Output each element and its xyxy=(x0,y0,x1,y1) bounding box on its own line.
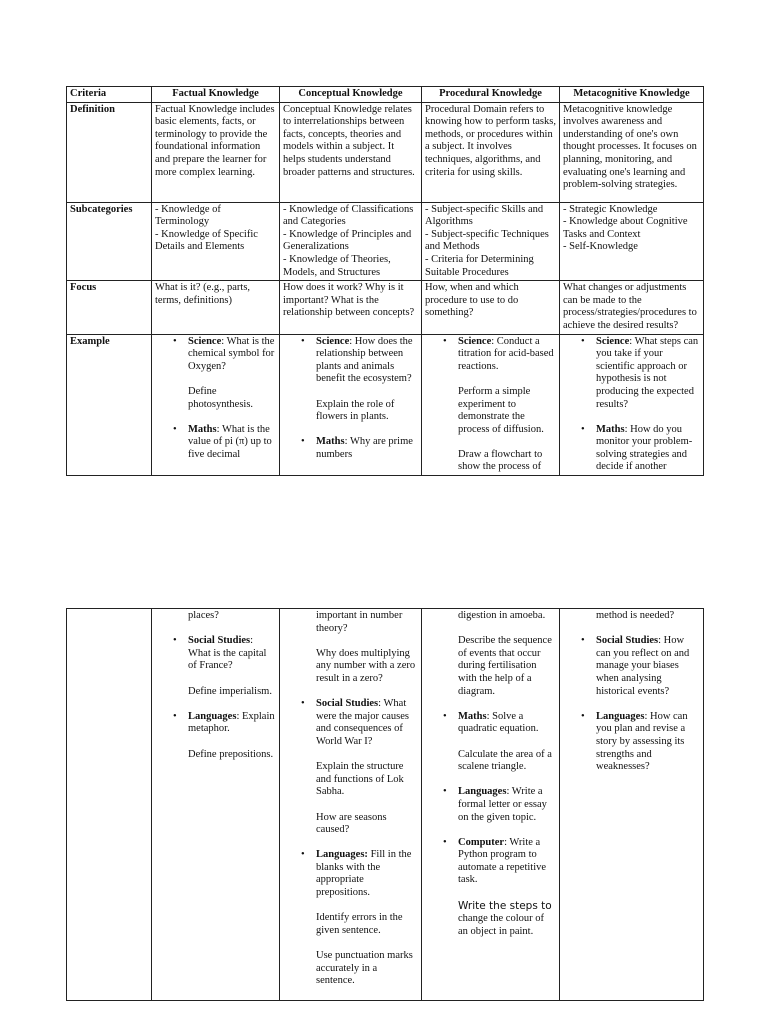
definition-conceptual: Conceptual Knowledge relates to interrelationships between facts, concepts, theories and models within a subject. It helps students understand broader patterns and structures. xyxy=(280,102,422,202)
list-item: method is needed? xyxy=(596,610,675,621)
subcategories-metacognitive xyxy=(560,202,704,281)
subcategories-row xyxy=(67,202,704,281)
example-label: Example xyxy=(67,334,152,475)
header-procedural: Procedural Knowledge xyxy=(422,87,560,103)
header-criteria: Criteria xyxy=(67,87,152,103)
list-item: • Maths: What is the value of pi (π) up to five decimal xyxy=(188,424,276,462)
example-factual-part-1 xyxy=(152,334,280,475)
list-item: • Computer: Write a Python program to automate a repetitive task. Write the steps to change the colour of an object in paint. xyxy=(458,837,556,939)
list-item: • Science: What steps can you take if your scientific approach or hypothesis is not producing the expected results? xyxy=(596,336,700,424)
header-metacognitive: Metacognitive Knowledge xyxy=(560,87,704,103)
list-item: digestion in amoeba. Describe the sequence of events that occur during fertilisation with the help of a diagram. xyxy=(458,610,552,697)
list-item: • Maths: Solve a quadratic equation. Calculate the area of a scalene triangle. xyxy=(458,711,556,787)
list-item: • Languages: How can you plan and revise a story by assessing its strengths and weaknesses? xyxy=(596,711,700,774)
list-item: • Maths: How do you monitor your problem-solving strategies and decide if another xyxy=(596,424,700,474)
list-item: • Science: How does the relationship between plants and animals benefit the ecosystem? Explain the role of flowers in plants. xyxy=(316,336,418,437)
example-procedural-part-1 xyxy=(422,334,560,475)
subcategories-procedural xyxy=(422,202,560,281)
subcategory-item: - Knowledge of Theories, Models, and Structures xyxy=(283,253,391,278)
knowledge-table-part-1 xyxy=(66,86,704,476)
subcategory-item: - Subject-specific Techniques and Methods xyxy=(425,228,549,253)
definition-label: Definition xyxy=(67,102,152,202)
list-item: • Languages: Explain metaphor. Define prepositions. xyxy=(188,711,276,761)
focus-row xyxy=(67,281,704,334)
definition-row xyxy=(67,102,704,202)
definition-procedural: Procedural Domain refers to knowing how to perform tasks, methods, or procedures within a subject. It involves techniques, algorithms, and criteria for using skills. xyxy=(422,102,560,202)
example-row-part-2 xyxy=(67,609,704,1001)
list-item: places? xyxy=(188,610,219,621)
subcategories-factual xyxy=(152,202,280,281)
focus-factual: What is it? (e.g., parts, terms, definitions) xyxy=(152,281,280,334)
knowledge-table-part-2 xyxy=(66,608,704,1001)
example-conceptual-part-2 xyxy=(280,609,422,1001)
definition-metacognitive: Metacognitive knowledge involves awareness and understanding of one's own thought processes. It focuses on planning, monitoring, and evaluating one's learning and problem-solving strategies. xyxy=(560,102,704,202)
example-factual-part-2 xyxy=(152,609,280,1001)
header-conceptual: Conceptual Knowledge xyxy=(280,87,422,103)
subcategory-item: - Knowledge of Specific Details and Elements xyxy=(155,228,258,253)
subcategory-item: - Knowledge of Classifications and Categories xyxy=(283,203,414,228)
example-conceptual-part-1 xyxy=(280,334,422,475)
list-item: • Social Studies: What were the major causes and consequences of World War I? Explain the structure and functions of Lok Sabha. How are seasons caused? xyxy=(316,698,418,849)
example-row-part-1 xyxy=(67,334,704,475)
list-item: important in number theory? Why does multiplying any number with a zero result in a zero? xyxy=(316,610,416,684)
subcategory-item: - Self-Knowledge xyxy=(563,241,638,253)
subcategory-item: - Criteria for Determining Suitable Procedures xyxy=(425,253,534,278)
example-procedural-part-2 xyxy=(422,609,560,1001)
subcategory-item: - Knowledge of Principles and Generalizations xyxy=(283,228,412,253)
focus-metacognitive: What changes or adjustments can be made to the process/strategies/procedures to achieve the desired results? xyxy=(560,281,704,334)
list-item: • Languages: Write a formal letter or essay on the given topic. xyxy=(458,786,556,836)
list-item: • Languages: Fill in the blanks with the appropriate prepositions. Identify errors in the given sentence. Use punctuation marks accurately in a sentence. xyxy=(316,849,418,988)
focus-conceptual: How does it work? Why is it important? What is the relationship between concepts? xyxy=(280,281,422,334)
definition-factual: Factual Knowledge includes basic elements, facts, or terminology to provide the foundational information and prepare the learner for more complex learning. xyxy=(152,102,280,202)
example-label-continued xyxy=(67,609,152,1001)
subcategory-item: - Knowledge of Terminology xyxy=(155,203,221,228)
list-item: • Social Studies: What is the capital of France? Define imperialism. xyxy=(188,635,276,711)
example-metacognitive-part-2 xyxy=(560,609,704,1001)
example-metacognitive-part-1 xyxy=(560,334,704,475)
list-item: • Science: What is the chemical symbol for Oxygen? Define photosynthesis. xyxy=(188,336,276,424)
list-item: • Maths: Why are prime numbers xyxy=(316,436,418,461)
list-item: • Science: Conduct a titration for acid-based reactions. Perform a simple experiment to demonstrate the process of diffusion. Draw a flowchart to show the process of xyxy=(458,336,556,474)
subcategories-conceptual xyxy=(280,202,422,281)
focus-label: Focus xyxy=(67,281,152,334)
focus-procedural: How, when and which procedure to use to do something? xyxy=(422,281,560,334)
subcategories-label: Subcategories xyxy=(67,202,152,281)
subcategory-item: - Strategic Knowledge xyxy=(563,203,658,215)
subcategory-item: - Subject-specific Skills and Algorithms xyxy=(425,203,544,228)
header-factual: Factual Knowledge xyxy=(152,87,280,103)
header-row xyxy=(67,87,704,103)
list-item: • Social Studies: How can you reflect on and manage your biases when analysing historical events? xyxy=(596,635,700,711)
subcategory-item: - Knowledge about Cognitive Tasks and Context xyxy=(563,216,688,240)
